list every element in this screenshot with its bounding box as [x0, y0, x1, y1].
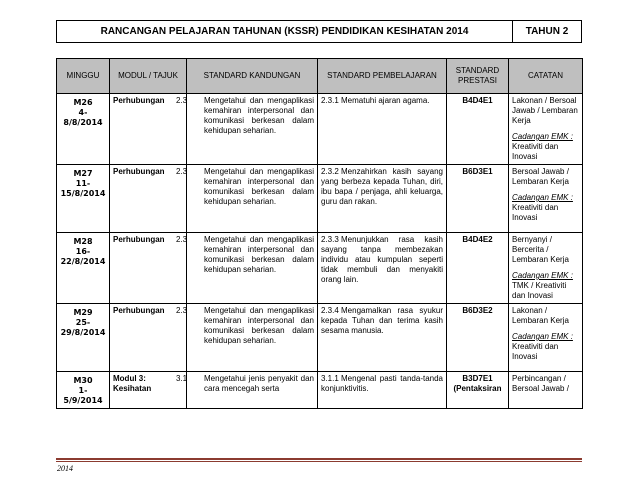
learning-standard-text: Mengenal pasti tanda-tanda konjunktivitis.: [321, 374, 443, 393]
notes-text: Bersoal Jawab / Lembaran Kerja: [512, 167, 569, 186]
learning-standard-cell: [318, 94, 447, 165]
learning-standard-cell: [318, 165, 447, 233]
notes-text: Bernyanyi / Bercerita / Lembaran Kerja: [512, 235, 569, 264]
footer-divider-thick: [56, 458, 582, 460]
document-title: RANCANGAN PELAJARAN TAHUNAN (KSSR) PENDIDIKAN KESIHATAN 2014: [57, 21, 513, 43]
notes-cell: [509, 304, 583, 372]
week-number: M30: [73, 376, 93, 385]
content-standard-cell: [176, 165, 318, 233]
content-standard-text: Mengetahui jenis penyakit dan cara mencegah serta: [204, 374, 314, 393]
module-cell: Perhubungan: [110, 304, 187, 372]
week-cell: [57, 372, 110, 409]
learning-standard-number: 3.1.1: [321, 374, 339, 383]
performance-standard-cell: B6D3E2: [447, 304, 509, 372]
module-cell: Modul 3: Kesihatan: [110, 372, 187, 409]
content-standard-text: Mengetahui dan mengaplikasi kemahiran interpersonal dan komunikasi berkesan dalam kehidupan seharian.: [204, 167, 314, 206]
column-header-performance-standard: STANDARD PRESTASI: [447, 59, 509, 94]
notes-cell: [509, 165, 583, 233]
emk-label: Cadangan EMK :: [512, 332, 573, 341]
week-cell: [57, 165, 110, 233]
column-header-notes: CATATAN: [509, 59, 583, 94]
table-row: [57, 233, 583, 304]
module-cell: Perhubungan: [110, 233, 187, 304]
emk-text: TMK / Kreativiti dan Inovasi: [512, 281, 567, 300]
week-number: M26: [73, 98, 93, 107]
module-cell: Perhubungan: [110, 165, 187, 233]
content-standard-cell: [176, 233, 318, 304]
content-standard-number: 2.3: [176, 306, 188, 315]
emk-label: Cadangan EMK :: [512, 271, 573, 280]
performance-standard-cell: B4D4E1: [447, 94, 509, 165]
notes-cell: [509, 233, 583, 304]
week-dates: 11- 15/8/2014: [60, 179, 106, 198]
notes-cell: [509, 94, 583, 165]
content-standard-text: Mengetahui dan mengaplikasi kemahiran interpersonal dan komunikasi berkesan dalam kehidupan seharian.: [204, 235, 314, 274]
learning-standard-text: Mematuhi ajaran agama.: [341, 96, 430, 105]
learning-standard-number: 2.3.4: [321, 306, 339, 315]
week-cell: [57, 233, 110, 304]
learning-standard-text: Mengamalkan rasa syukur kepada Tuhan dan terima kasih sesama manusia.: [321, 306, 443, 335]
week-dates: 4- 8/8/2014: [63, 108, 103, 127]
notes-text: Perbincangan / Bersoal Jawab /: [512, 374, 569, 393]
content-standard-cell: [176, 304, 318, 372]
emk-text: Kreativiti dan Inovasi: [512, 142, 559, 161]
content-standard-number: 2.3: [176, 235, 188, 244]
table-header-row: [57, 59, 583, 94]
content-standard-cell: [176, 372, 318, 409]
column-header-content-standard: STANDARD KANDUNGAN: [187, 59, 318, 94]
emk-text: Kreativiti dan Inovasi: [512, 342, 559, 361]
content-standard-cell: [176, 94, 318, 165]
learning-standard-number: 2.3.1: [321, 96, 339, 105]
notes-text: Lakonan / Bersoal Jawab / Lembaran Kerja: [512, 96, 578, 125]
week-cell: [57, 94, 110, 165]
week-number: M27: [73, 169, 93, 178]
column-header-learning-standard: STANDARD PEMBELAJARAN: [318, 59, 447, 94]
week-cell: [57, 304, 110, 372]
content-standard-number: 2.3: [176, 96, 188, 105]
content-standard-text: Mengetahui dan mengaplikasi kemahiran interpersonal dan komunikasi berkesan dalam kehidupan seharian.: [204, 96, 314, 135]
week-number: M29: [73, 308, 93, 317]
learning-standard-number: 2.3.3: [321, 235, 339, 244]
week-dates: 1- 5/9/2014: [63, 386, 103, 405]
learning-standard-text: Menunjukkan rasa kasih sayang tanpa membezakan individu atau kumpulan seperti tidak membuli dan menyakiti orang lain.: [321, 235, 443, 284]
footer-year: 2014: [57, 464, 73, 473]
emk-label: Cadangan EMK :: [512, 132, 573, 141]
performance-standard-cell: B6D3E1: [447, 165, 509, 233]
content-standard-text: Mengetahui dan mengaplikasi kemahiran interpersonal dan komunikasi berkesan dalam kehidupan seharian.: [204, 306, 314, 345]
column-header-week: MINGGU: [57, 59, 110, 94]
learning-standard-text: Menzahirkan kasih sayang yang berbeza kepada Tuhan, diri, ibu bapa / penjaga, ahli keluarga, guru dan rakan.: [321, 167, 443, 206]
content-standard-number: 3.1: [176, 374, 188, 383]
document-title-table: [56, 20, 582, 43]
notes-text: Lakonan / Lembaran Kerja: [512, 306, 569, 325]
learning-standard-cell: [318, 372, 447, 409]
learning-standard-number: 2.3.2: [321, 167, 339, 176]
footer-divider-thin: [56, 461, 582, 462]
performance-standard-cell: B3D7E1 (Pentaksiran: [447, 372, 509, 409]
year-level: TAHUN 2: [513, 21, 582, 43]
learning-standard-cell: [318, 304, 447, 372]
performance-standard-cell: B4D4E2: [447, 233, 509, 304]
table-row: [57, 94, 583, 165]
notes-cell: [509, 372, 583, 409]
content-standard-number: 2.3: [176, 167, 188, 176]
table-row: [57, 372, 583, 409]
column-header-module: MODUL / TAJUK: [110, 59, 187, 94]
week-dates: 16- 22/8/2014: [60, 247, 106, 266]
emk-text: Kreativiti dan Inovasi: [512, 203, 559, 222]
week-number: M28: [73, 237, 93, 246]
learning-standard-cell: [318, 233, 447, 304]
lesson-plan-table: [56, 58, 583, 409]
week-dates: 25- 29/8/2014: [60, 318, 106, 337]
emk-label: Cadangan EMK :: [512, 193, 573, 202]
table-row: [57, 304, 583, 372]
table-row: [57, 165, 583, 233]
module-cell: Perhubungan: [110, 94, 187, 165]
